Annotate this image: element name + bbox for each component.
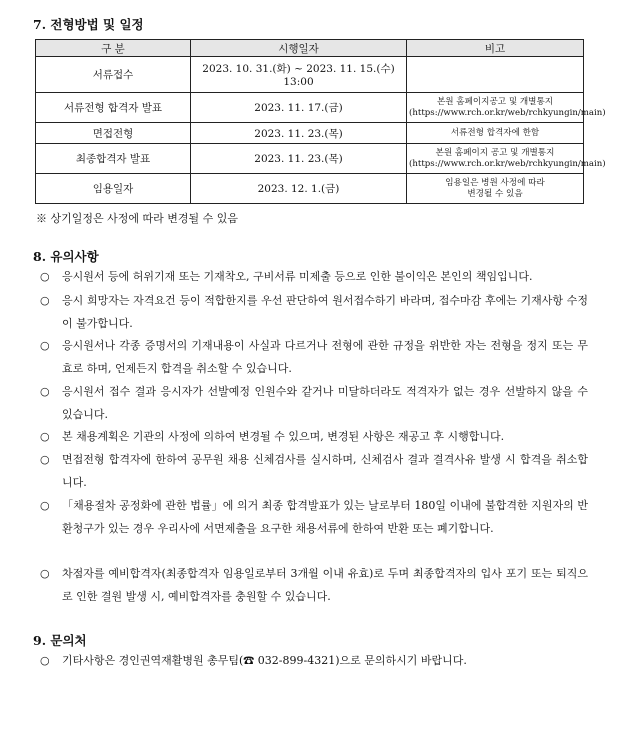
table-row	[36, 144, 584, 174]
row-date: 2023. 11. 23.(목)	[191, 144, 407, 174]
bullet-circle: ○	[40, 453, 50, 466]
row-remark: 임용일은 병원 사정에 따라 변경될 수 있음	[407, 174, 584, 204]
list-item-text: 응시 희망자는 자격요건 등이 적합한지를 우선 판단하여 원서접수하기 바라며, 접수마감 후에는 기재사항 수정이 불가합니다.	[62, 294, 588, 330]
list-item	[40, 335, 588, 380]
list-item-text: 기타사항은 경인권역재활병원 총무팀(☎ 032-899-4321)으로 문의하시기 바랍니다.	[62, 654, 467, 667]
bullet-circle: ○	[40, 499, 50, 512]
row-date: 2023. 10. 31.(화) ~ 2023. 11. 15.(수) 13:00	[191, 57, 407, 93]
table-row	[36, 57, 584, 93]
section-7-title: 7. 전형방법 및 일정	[33, 17, 144, 32]
header-category: 구 분	[36, 40, 191, 57]
bullet-circle: ○	[40, 385, 50, 398]
row-label: 면접전형	[36, 123, 191, 144]
row-label: 최종합격자 발표	[36, 144, 191, 174]
row-label: 서류전형 합격자 발표	[36, 93, 191, 123]
schedule-table	[35, 39, 606, 204]
list-item	[40, 563, 588, 608]
list-item	[40, 449, 588, 494]
row-label: 임용일자	[36, 174, 191, 204]
section-8-title: 8. 유의사항	[33, 249, 99, 264]
row-remark: 본원 홈페이지 공고 및 개별통지 (https://www.rch.or.kr/web/rchkyungin/main)	[407, 144, 584, 174]
section-9-title: 9. 문의처	[33, 633, 87, 648]
list-item-text: 응시원서 접수 결과 응시자가 선발예정 인원수와 같거나 미달하더라도 적격자가 없는 경우 선발하지 않을 수 있습니다.	[62, 385, 588, 421]
list-item	[40, 650, 588, 673]
list-item	[40, 290, 588, 335]
row-date: 2023. 12. 1.(금)	[191, 174, 407, 204]
list-item-text: 본 채용계획은 기관의 사정에 의하여 변경될 수 있으며, 변경된 사항은 재공고 후 시행합니다.	[62, 430, 505, 443]
header-remark: 비고	[407, 40, 584, 57]
list-item-text: 차점자를 예비합격자(최종합격자 임용일로부터 3개월 이내 유효)로 두며 최종합격자의 입사 포기 또는 퇴직으로 인한 결원 발생 시, 예비합격자를 충원할 수 있습니다.	[62, 567, 588, 603]
row-remark: 서류전형 합격자에 한함	[407, 123, 584, 144]
bullet-circle: ○	[40, 430, 50, 443]
bullet-circle: ○	[40, 294, 50, 307]
bullet-circle: ○	[40, 567, 50, 580]
schedule-header-row	[36, 40, 584, 57]
bullet-circle: ○	[40, 654, 50, 667]
list-item	[40, 266, 588, 289]
row-date: 2023. 11. 17.(금)	[191, 93, 407, 123]
list-item	[40, 381, 588, 426]
schedule-footnote: ※ 상기일정은 사정에 따라 변경될 수 있음	[36, 212, 238, 225]
row-remark: 본원 홈페이지공고 및 개별통지 (https://www.rch.or.kr/web/rchkyungin/main)	[407, 93, 584, 123]
table-row	[36, 93, 584, 123]
bullet-circle: ○	[40, 339, 50, 352]
list-item	[40, 426, 588, 449]
row-date: 2023. 11. 23.(목)	[191, 123, 407, 144]
list-item-text: 응시원서나 각종 증명서의 기재내용이 사실과 다르거나 전형에 관한 규정을 위반한 자는 전형을 정지 또는 무효로 하며, 언제든지 합격을 취소할 수 있습니다.	[62, 339, 588, 375]
header-date: 시행일자	[191, 40, 407, 57]
list-item-text: 응시원서 등에 허위기재 또는 기재착오, 구비서류 미제출 등으로 인한 불이익은 본인의 책임입니다.	[62, 270, 533, 283]
row-remark	[407, 57, 584, 93]
list-item-text: 「채용절차 공정화에 관한 법률」에 의거 최종 합격발표가 있는 날로부터 180일 이내에 불합격한 지원자의 반환청구가 있는 경우 우리사에 서면제출을 요구한 채용서류에 한하여 반환 또는 폐기합니다.	[62, 499, 588, 535]
bullet-circle: ○	[40, 270, 50, 283]
list-item-text: 면접전형 합격자에 한하여 공무원 채용 신체검사를 실시하며, 신체검사 결과 결격사유 발생 시 합격을 취소합니다.	[62, 453, 588, 489]
list-item	[40, 495, 588, 540]
row-label: 서류접수	[36, 57, 191, 93]
table-row	[36, 123, 584, 144]
table-row	[36, 174, 584, 204]
